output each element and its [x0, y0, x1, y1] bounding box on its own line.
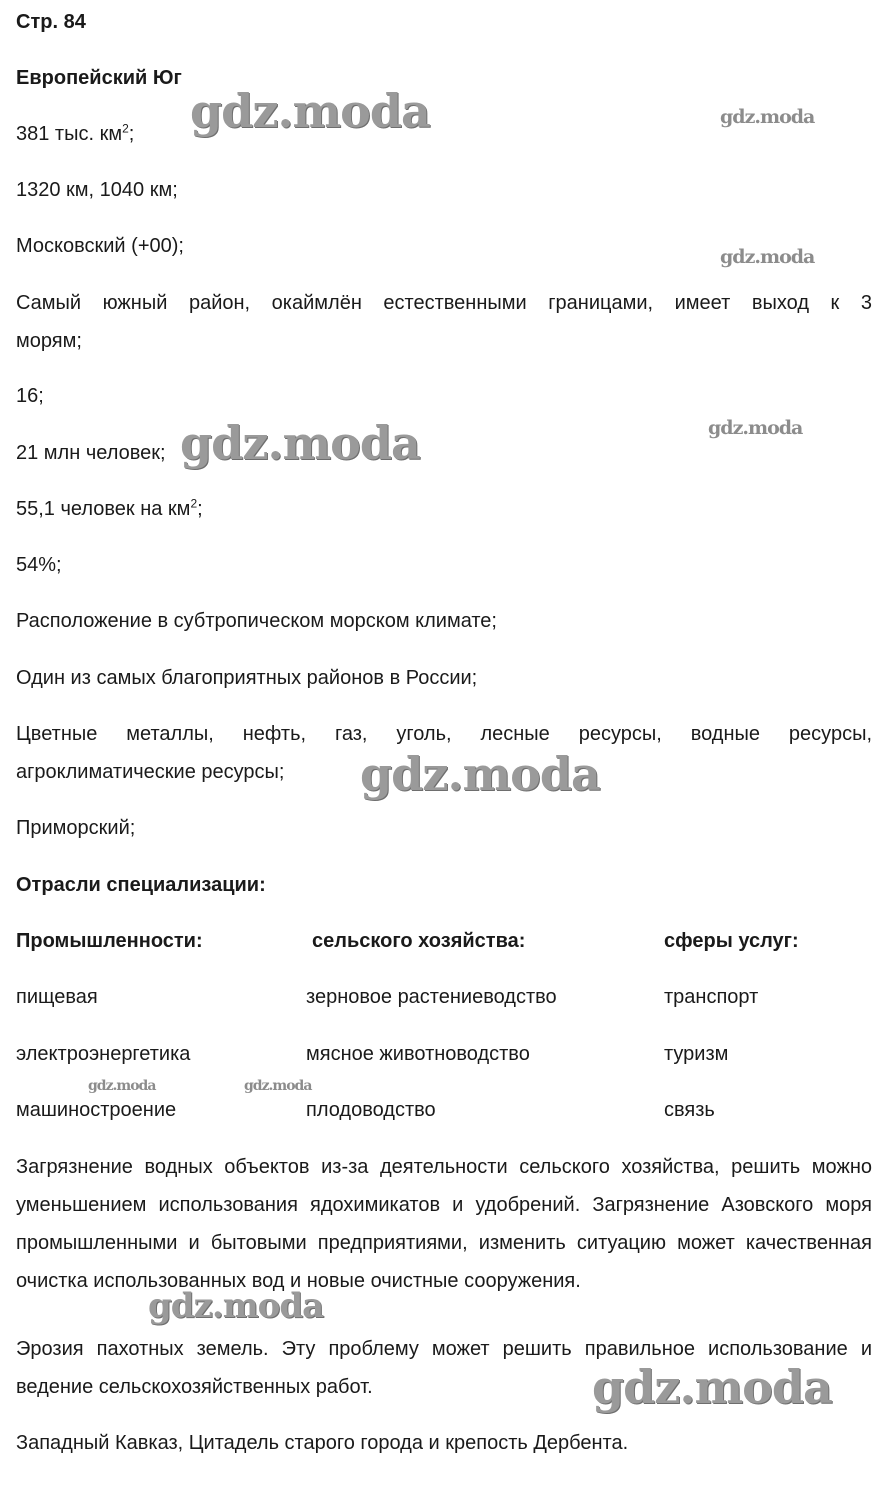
table-cell: туризм — [664, 1043, 729, 1065]
area-value: 381 тыс. км — [16, 123, 123, 145]
table-cell: зерновое растениеводство — [306, 986, 557, 1008]
watermark-logo: gdz.moda — [720, 246, 815, 268]
dimensions-line: 1320 км, 1040 км; — [16, 179, 178, 201]
watermark-logo: gdz.moda — [708, 417, 803, 439]
page-number: Стр. 84 — [16, 11, 86, 33]
climate-line: Расположение в субтропическом морском климате; — [16, 610, 497, 632]
table-cell: связь — [664, 1099, 715, 1121]
column-header-services: сферы услуг: — [664, 930, 799, 952]
column-header-agriculture: сельского хозяйства: — [312, 930, 526, 952]
watermark-logo: gdz.moda — [360, 747, 600, 801]
watermark-logo: gdz.moda — [190, 84, 430, 138]
density-line — [16, 490, 203, 528]
time-zone-line: Московский (+00); — [16, 235, 184, 257]
subjects-count-line: 16; — [16, 385, 44, 407]
position-line-2: морям; — [16, 330, 82, 352]
area-end: ; — [128, 123, 135, 145]
table-cell: мясное животноводство — [306, 1043, 530, 1065]
watermark-logo: gdz.moda — [592, 1360, 832, 1414]
table-cell: транспорт — [664, 986, 759, 1008]
position-line-1: Самый южный район, окаймлён естественными границами, имеет выход к 3 — [16, 292, 872, 314]
column-header-industry: Промышленности: — [16, 930, 203, 952]
table-cell: пищевая — [16, 986, 98, 1008]
area-sup: 2 — [122, 121, 129, 136]
population-line: 21 млн человек; — [16, 442, 166, 464]
resources-line-2: агроклиматические ресурсы; — [16, 761, 285, 783]
watermark-logo: gdz.moda — [88, 1078, 156, 1094]
resources-line-1: Цветные металлы, нефть, газ, уголь, лесные ресурсы, водные ресурсы, — [16, 723, 872, 745]
erosion-paragraph: Эрозия пахотных земель. Эту проблему может решить правильное использование и ведение сельскохозяйственных работ. — [16, 1338, 872, 1398]
specialization-heading: Отрасли специализации: — [16, 874, 266, 896]
heritage-line: Западный Кавказ, Цитадель старого города и крепость Дербента. — [16, 1432, 629, 1454]
pollution-paragraph: Загрязнение водных объектов из-за деятельности сельского хозяйства, решить можно уменьшением использования ядохимикатов и удобрений. Загрязнение Азовского моря промышленными и бытовыми предприятиями, изменить ситуацию может качественная очистка использованных вод и новые очистные сооружения. — [16, 1156, 872, 1292]
density-value: 55,1 человек на км — [16, 498, 191, 520]
region-title: Европейский Юг — [16, 67, 182, 89]
density-sup: 2 — [190, 496, 198, 511]
watermark-logo: gdz.moda — [180, 416, 420, 470]
density-end: ; — [197, 498, 203, 520]
urban-share-line: 54%; — [16, 554, 62, 576]
position-type-line: Приморский; — [16, 817, 136, 839]
watermark-logo: gdz.moda — [720, 106, 815, 128]
watermark-logo: gdz.moda — [244, 1078, 312, 1094]
watermark-logo: gdz.moda — [148, 1286, 324, 1326]
table-cell: плодоводство — [306, 1099, 436, 1121]
area-line — [16, 115, 134, 153]
table-cell: электроэнергетика — [16, 1043, 191, 1065]
favorability-line: Один из самых благоприятных районов в России; — [16, 667, 478, 689]
table-cell: машиностроение — [16, 1099, 177, 1121]
